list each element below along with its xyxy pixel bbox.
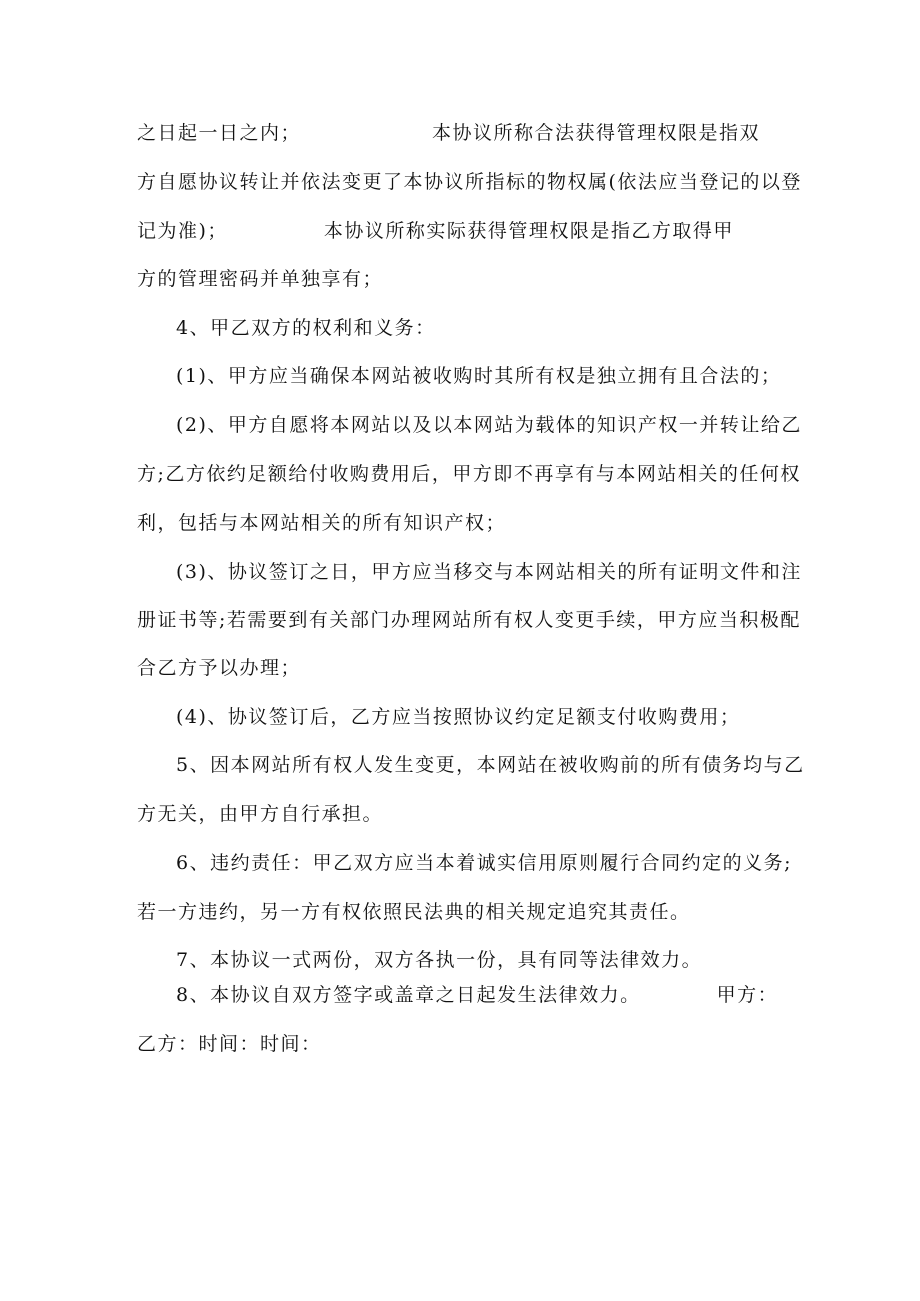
text-segment: 之日起一日之内； [137,122,302,144]
party-a-label: 甲方： [716,984,779,1006]
text-line: 册证书等;若需要到有关部门办理网站所有权人变更手续，甲方应当积极配 [137,609,801,631]
text-line [176,983,778,1007]
text-line: 方自愿协议转让并依法变更了本协议所指标的物权属(依法应当登记的以登 [137,171,802,193]
text-line: 方无关，由甲方自行承担。 [137,803,384,825]
text-line: 利，包括与本网站相关的所有知识产权； [137,512,507,534]
text-line: 方;乙方依约足额给付收购费用后，甲方即不再享有与本网站相关的任何权 [137,463,801,485]
text-line: (2)、甲方自愿将本网站以及以本网站为载体的知识产权一并转让给乙 [176,414,802,436]
text-line: 7、本协议一式两份，双方各执一份，具有同等法律效力。 [176,949,703,971]
section-heading: 4、甲乙双方的权利和义务： [176,317,436,339]
text-line: 5、因本网站所有权人发生变更，本网站在被收购前的所有债务均与乙 [176,754,805,776]
text-segment: 本协议所称实际获得管理权限是指乙方取得甲 [323,220,734,242]
text-line: (4)、协议签订后，乙方应当按照协议约定足额支付收购费用； [176,706,741,728]
text-segment: 本协议所称合法获得管理权限是指双 [432,122,761,144]
text-line: 6、违约责任：甲乙双方应当本着诚实信用原则履行合同约定的义务; [176,852,792,874]
signature-line: 乙方：时间：时间： [137,1033,322,1055]
text-line [137,219,734,243]
text-line: 若一方违约，另一方有权依照民法典的相关规定追究其责任。 [137,901,691,923]
text-line: (3)、协议签订之日，甲方应当移交与本网站相关的所有证明文件和注 [176,561,802,583]
text-segment: 8、本协议自双方签字或盖章之日起发生法律效力。 [176,984,641,1006]
text-line: 方的管理密码并单独享有； [137,268,384,290]
text-line [137,121,760,145]
text-segment: 记为准)； [137,220,228,242]
text-line: 合乙方予以办理； [137,657,302,679]
text-line: (1)、甲方应当确保本网站被收购时其所有权是独立拥有且合法的； [176,365,782,387]
